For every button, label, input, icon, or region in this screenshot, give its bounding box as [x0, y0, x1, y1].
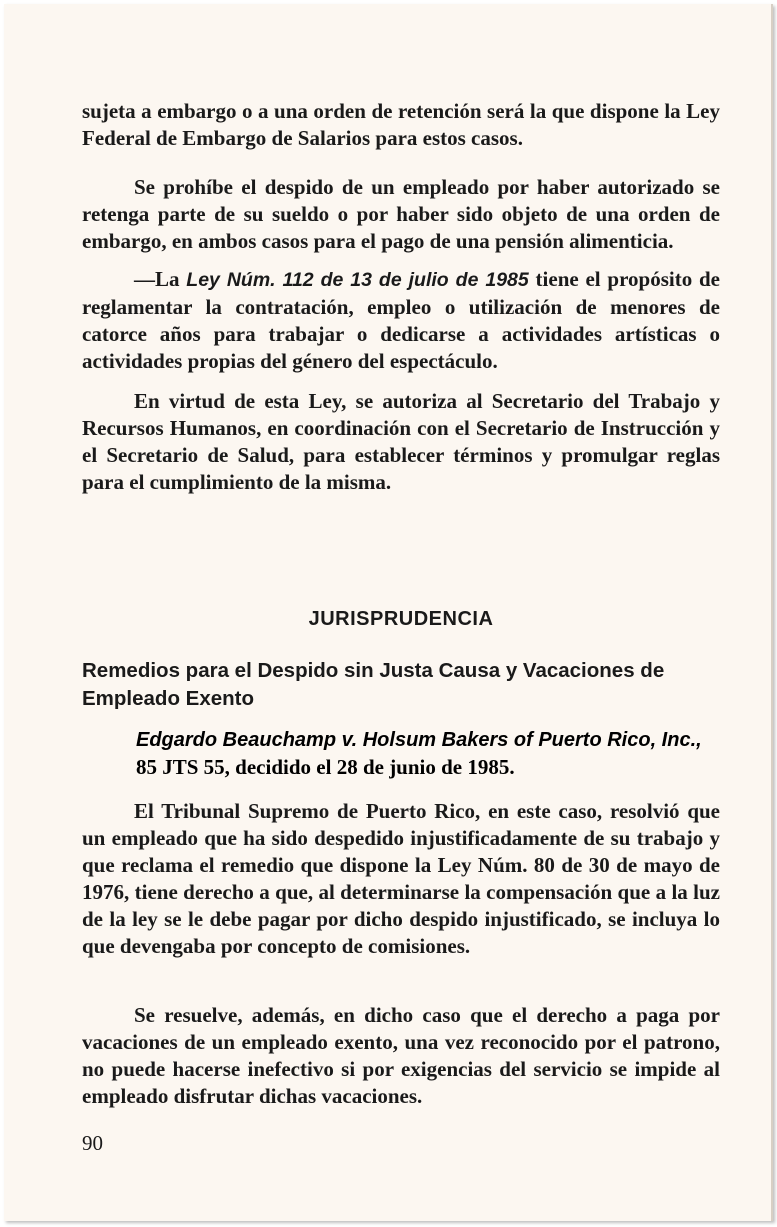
paragraph-3 [82, 266, 720, 375]
book-page [4, 4, 773, 1221]
case-citation: 85 JTS 55, decidido el 28 de junio de 1985. [136, 755, 515, 779]
paragraph-5: El Tribunal Supremo de Puerto Rico, en este caso, resolvió que un empleado que ha sido despedido injustificadamente de su trabajo y que reclama el remedio que dispone la Ley Núm. 80 de 30 de mayo de 1976, tiene derecho a que, al determinarse la compensación que a la luz de la ley se le debe pagar por dicho despido injustificado, se incluya lo que devengaba por concepto de comisiones. [82, 799, 720, 958]
paragraph-4: En virtud de esta Ley, se autoriza al Secretario del Trabajo y Recursos Humanos, en coordinación con el Secretario de Instrucción y el Secretario de Salud, para establecer términos y promulgar reglas para el cumplimiento de la misma. [82, 389, 720, 494]
section-heading: JURISPRUDENCIA [308, 608, 494, 630]
case-name: Edgardo Beauchamp v. Holsum Bakers of Puerto Rico, Inc., [136, 729, 702, 751]
paragraph-2: Se prohíbe el despido de un empleado por haber autorizado se retenga parte de su sueldo o por haber sido objeto de una orden de embargo, en ambos casos para el pago de una pensión alimenticia. [82, 175, 720, 253]
page-number: 90 [82, 1131, 103, 1155]
paragraph-6: Se resuelve, además, en dicho caso que el derecho a paga por vacaciones de un empleado exento, una vez reconocido por el patrono, no puede hacerse inefectivo si por exigencias del servicio se impide al empleado disfrutar dichas vacaciones. [82, 1003, 720, 1108]
paragraph-3-lead: —La [134, 267, 187, 291]
law-reference: Ley Núm. 112 de 13 de julio de 1985 [186, 269, 529, 291]
case-reference [136, 726, 726, 782]
paragraph-3-rest: tiene el propósito de reglamentar la contratación, empleo o utilización de menores de catorce años para trabajar o dedicarse a actividades artísticas o actividades propias del género del espectáculo. [82, 267, 720, 373]
section-subheading: Remedios para el Despido sin Justa Causa y Vacaciones de Empleado Exento [82, 659, 665, 710]
paragraph-1: sujeta a embargo o a una orden de retención será la que dispone la Ley Federal de Embargo de Salarios para estos casos. [82, 99, 720, 150]
